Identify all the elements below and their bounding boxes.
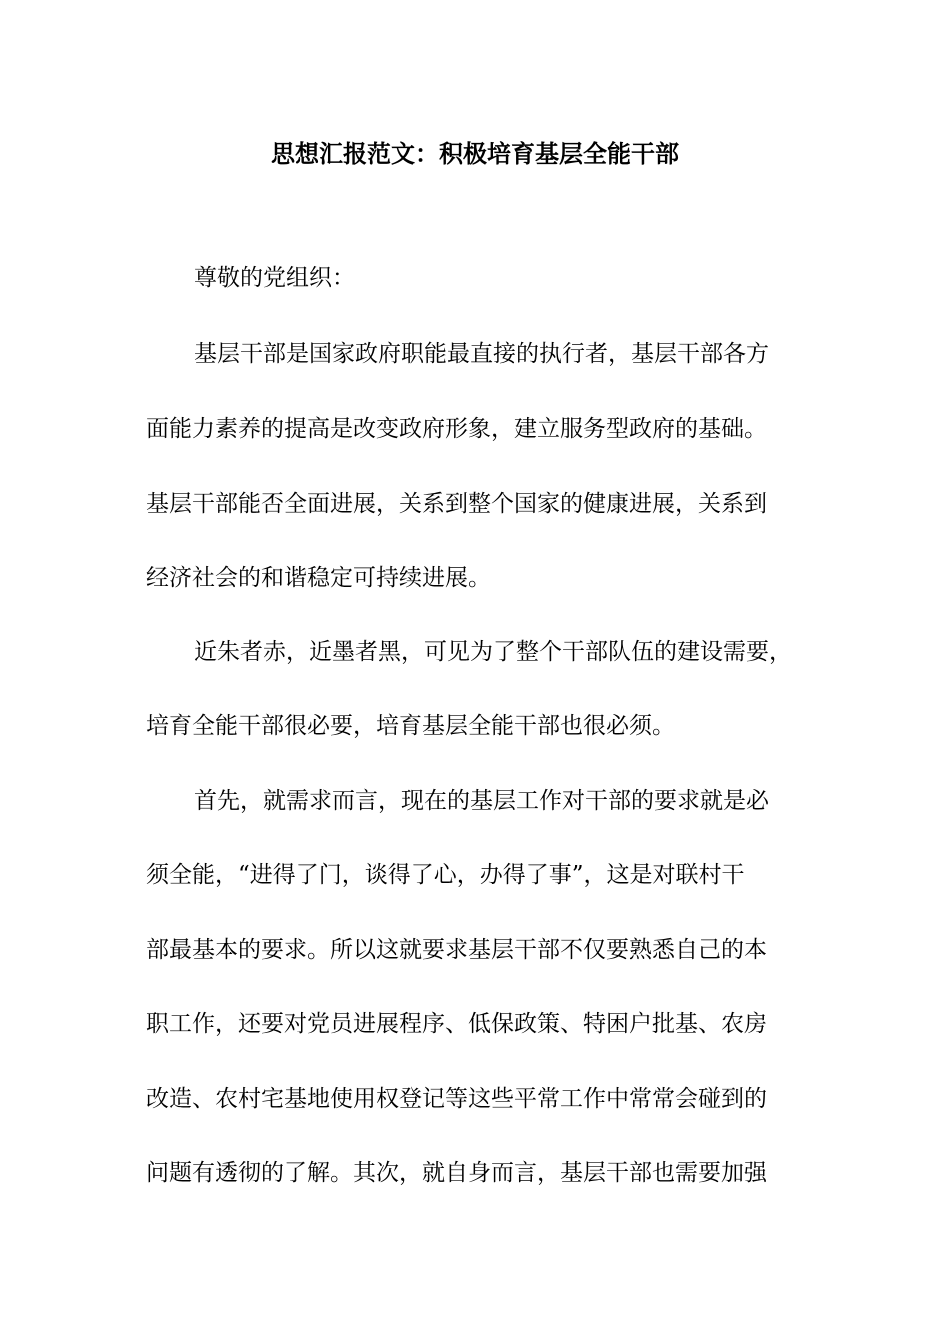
paragraph-line: 问题有透彻的了解。其次，就自身而言，基层干部也需要加强 bbox=[146, 1160, 767, 1186]
document-title: 思想汇报范文：积极培育基层全能干部 bbox=[271, 139, 679, 168]
paragraph-line: 培育全能干部很必要，培育基层全能干部也很必须。 bbox=[146, 713, 675, 739]
paragraph-line: 首先，就需求而言，现在的基层工作对干部的要求就是必 bbox=[194, 788, 769, 814]
paragraph-line: 基层干部能否全面进展，关系到整个国家的健康进展，关系到 bbox=[146, 491, 767, 517]
paragraph-line: 基层干部是国家政府职能最直接的执行者，基层干部各方 bbox=[194, 341, 769, 367]
paragraph-line: 须全能，“进得了门，谈得了心，办得了事”，这是对联村干 bbox=[146, 862, 745, 888]
paragraph-line: 部最基本的要求。所以这就要求基层干部不仅要熟悉自己的本 bbox=[146, 937, 767, 963]
paragraph-line: 经济社会的和谐稳定可持续进展。 bbox=[146, 565, 491, 591]
salutation: 尊敬的党组织： bbox=[194, 265, 355, 291]
paragraph-line: 改造、农村宅基地使用权登记等这些平常工作中常常会碰到的 bbox=[146, 1086, 767, 1112]
paragraph-line: 职工作，还要对党员进展程序、低保政策、特困户批基、农房 bbox=[146, 1011, 767, 1037]
paragraph-line: 近朱者赤，近墨者黑，可见为了整个干部队伍的建设需要， bbox=[194, 639, 792, 665]
paragraph-line: 面能力素养的提高是改变政府形象，建立服务型政府的基础。 bbox=[146, 416, 767, 442]
